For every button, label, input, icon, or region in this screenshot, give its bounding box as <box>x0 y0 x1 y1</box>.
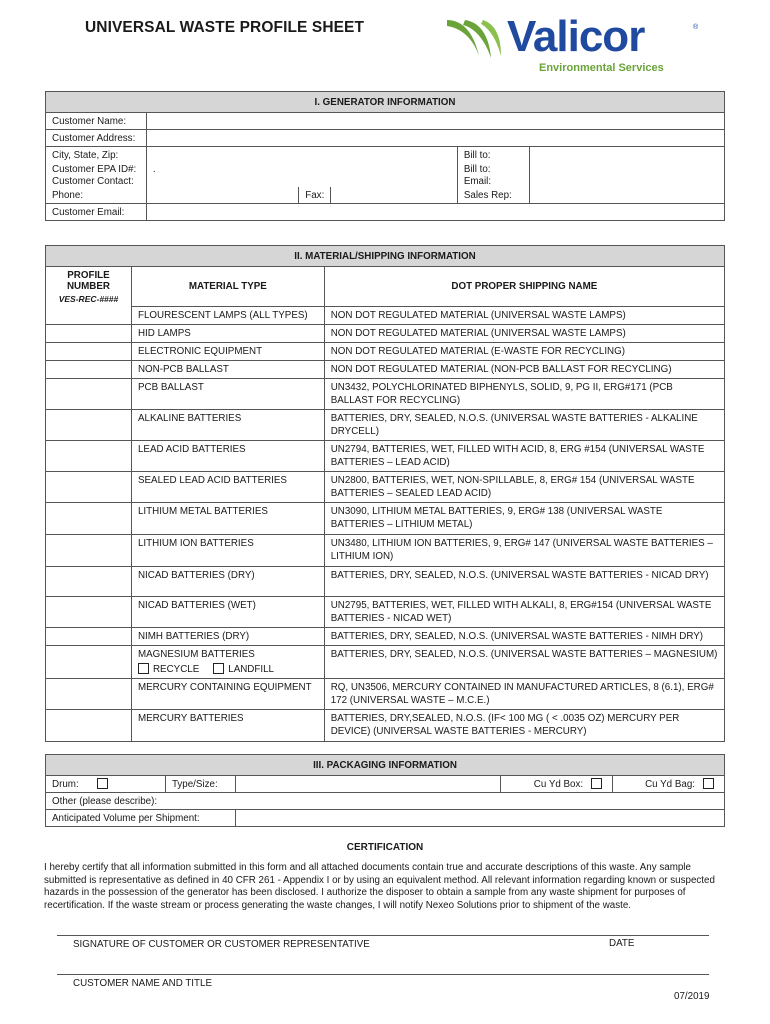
date-label: DATE <box>609 938 635 949</box>
material-row <box>46 709 725 741</box>
shipping-name-cell: NON DOT REGULATED MATERIAL (E-WASTE FOR RECYCLING) <box>324 342 724 360</box>
material-row <box>46 342 725 360</box>
material-row <box>46 502 725 534</box>
bill-to-field[interactable] <box>529 147 724 164</box>
material-type-cell <box>131 709 324 741</box>
material-table <box>45 245 725 742</box>
profile-number-field[interactable] <box>46 306 132 324</box>
certification-title: CERTIFICATION <box>346 842 424 853</box>
logo-subtitle: Environmental Services <box>539 62 664 74</box>
material-type-cell <box>131 678 324 709</box>
profile-number-format: VES-REC-#### <box>58 294 119 304</box>
generator-header: I. GENERATOR INFORMATION <box>46 92 725 113</box>
material-row <box>46 645 725 678</box>
material-row <box>46 678 725 709</box>
customer-email-label: Customer Email: <box>46 204 147 221</box>
shipping-name-cell: BATTERIES, DRY, SEALED, N.O.S. (UNIVERSAL WASTE BATTERIES – MAGNESIUM) <box>324 645 724 678</box>
other-describe-label: Other (please describe): <box>52 795 158 807</box>
phone-field[interactable] <box>146 187 298 204</box>
profile-number-field[interactable] <box>46 678 132 709</box>
material-row <box>46 324 725 342</box>
material-row <box>46 471 725 502</box>
customer-address-field[interactable] <box>146 130 724 147</box>
profile-number-field[interactable] <box>46 534 132 566</box>
landfill-checkbox[interactable] <box>213 663 224 674</box>
material-type-cell <box>131 645 324 678</box>
material-type-label: LITHIUM ION BATTERIES <box>137 537 254 549</box>
profile-number-field[interactable] <box>46 566 132 596</box>
fax-field[interactable] <box>331 187 458 204</box>
shipping-name-cell: BATTERIES, DRY, SEALED, N.O.S. (UNIVERSAL WASTE BATTERIES - NIMH DRY) <box>324 627 724 645</box>
material-type-cell <box>131 409 324 440</box>
email-label: Email: <box>457 175 529 187</box>
material-type-cell <box>131 566 324 596</box>
customer-address-label: Customer Address: <box>46 130 147 147</box>
logo-trademark: ® <box>693 24 699 31</box>
profile-number-field[interactable] <box>46 378 132 409</box>
disposal-options <box>138 663 318 676</box>
signature-label: SIGNATURE OF CUSTOMER OR CUSTOMER REPRESENTATIVE <box>73 939 370 950</box>
material-type-label: FLOURESCENT LAMPS (ALL TYPES) <box>137 309 308 321</box>
material-type-label: PCB BALLAST <box>137 381 204 393</box>
material-type-label: ELECTRONIC EQUIPMENT <box>137 345 263 357</box>
shipping-name-cell: NON DOT REGULATED MATERIAL (UNIVERSAL WASTE LAMPS) <box>324 324 724 342</box>
profile-number-field[interactable] <box>46 360 132 378</box>
material-type-label: NICAD BATTERIES (DRY) <box>137 569 255 581</box>
signature-line[interactable] <box>57 935 709 936</box>
profile-number-field[interactable] <box>46 409 132 440</box>
city-state-zip-label: City, State, Zip: <box>46 147 147 164</box>
material-row <box>46 440 725 471</box>
material-row <box>46 534 725 566</box>
profile-number-field[interactable] <box>46 596 132 627</box>
material-type-label: LEAD ACID BATTERIES <box>137 443 246 455</box>
fax-label: Fax: <box>299 187 331 204</box>
cu-yd-box-checkbox[interactable] <box>591 778 602 789</box>
material-row <box>46 378 725 409</box>
anticipated-volume-label: Anticipated Volume per Shipment: <box>46 810 236 827</box>
other-describe-cell[interactable] <box>46 793 725 810</box>
name-title-line[interactable] <box>57 974 709 975</box>
shipping-name-cell: UN2794, BATTERIES, WET, FILLED WITH ACID, 8, ERG #154 (UNIVERSAL WASTE BATTERIES – LEAD ACID) <box>324 440 724 471</box>
shipping-name-cell: BATTERIES, DRY, SEALED, N.O.S. (UNIVERSAL WASTE BATTERIES - ALKALINE DRYCELL) <box>324 409 724 440</box>
material-type-cell <box>131 342 324 360</box>
cu-yd-bag-label: Cu Yd Bag: <box>645 778 695 790</box>
material-type-cell <box>131 440 324 471</box>
material-type-cell <box>131 360 324 378</box>
material-row <box>46 566 725 596</box>
recycle-label: RECYCLE <box>152 663 200 675</box>
shipping-name-cell: UN2800, BATTERIES, WET, NON-SPILLABLE, 8, ERG# 154 (UNIVERSAL WASTE BATTERIES – SEALED LEAD ACID) <box>324 471 724 502</box>
logo-wordmark: Valicor <box>507 12 645 61</box>
material-type-label: SEALED LEAD ACID BATTERIES <box>137 474 287 486</box>
material-type-label: LITHIUM METAL BATTERIES <box>137 505 268 517</box>
profile-number-field[interactable] <box>46 645 132 678</box>
phone-label: Phone: <box>46 187 147 204</box>
material-type-cell <box>131 502 324 534</box>
material-row <box>46 596 725 627</box>
material-row <box>46 627 725 645</box>
material-rows <box>46 306 725 741</box>
shipping-name-cell: BATTERIES, DRY, SEALED, N.O.S. (UNIVERSAL WASTE BATTERIES - NICAD DRY) <box>324 566 724 596</box>
drum-cell <box>46 776 166 793</box>
cu-yd-bag-cell <box>613 776 725 793</box>
recycle-checkbox[interactable] <box>138 663 149 674</box>
material-header: II. MATERIAL/SHIPPING INFORMATION <box>46 246 725 267</box>
shipping-name-cell: UN3090, LITHIUM METAL BATTERIES, 9, ERG# 138 (UNIVERSAL WASTE BATTERIES – LITHIUM METAL) <box>324 502 724 534</box>
customer-email-field[interactable] <box>146 204 724 221</box>
shipping-name-cell: UN3480, LITHIUM ION BATTERIES, 9, ERG# 147 (UNIVERSAL WASTE BATTERIES – LITHIUM ION) <box>324 534 724 566</box>
profile-number-field[interactable] <box>46 324 132 342</box>
material-type-header: MATERIAL TYPE <box>131 267 324 307</box>
customer-epa-label: Customer EPA ID#: <box>46 163 147 175</box>
cu-yd-box-cell <box>501 776 613 793</box>
profile-number-header <box>46 267 132 307</box>
customer-name-field[interactable] <box>146 113 724 130</box>
document-title: UNIVERSAL WASTE PROFILE SHEET <box>85 19 365 36</box>
bill-to-label: Bill to: <box>457 147 529 164</box>
customer-contact-field[interactable] <box>146 175 457 187</box>
packaging-table <box>45 754 725 827</box>
material-type-label: NON-PCB BALLAST <box>137 363 229 375</box>
customer-name-title-label: CUSTOMER NAME AND TITLE <box>73 978 212 989</box>
valicor-logo <box>443 12 705 76</box>
material-type-cell <box>131 596 324 627</box>
landfill-label: LANDFILL <box>228 663 274 675</box>
drum-checkbox[interactable] <box>97 778 108 789</box>
email-field[interactable] <box>529 175 724 187</box>
city-state-zip-field[interactable] <box>146 147 457 164</box>
cu-yd-bag-checkbox[interactable] <box>703 778 714 789</box>
profile-number-field[interactable] <box>46 471 132 502</box>
shipping-name-cell: BATTERIES, DRY,SEALED, N.O.S. (IF< 100 MG ( < .0035 OZ) MERCURY PER DEVICE) (UNIVERSAL WASTE BATTERIES - MERCURY) <box>324 709 724 741</box>
sales-rep-label: Sales Rep: <box>457 187 529 204</box>
material-row <box>46 409 725 440</box>
shipping-name-cell: RQ, UN3506, MERCURY CONTAINED IN MANUFACTURED ARTICLES, 8 (6.1), ERG# 172 (UNIVERSAL WASTE – M.C.E.) <box>324 678 724 709</box>
generator-table <box>45 91 725 221</box>
certification-text: I hereby certify that all information submitted in this form and all attached documents contain true and accurate descriptions of this waste. Any sample submitted is representative as defined in 40 CFR 261 - Appendix I or by using an equivalent method. All relevant information regarding known or suspected hazards in the possession of the generator has been disclosed. I authorize the disposer to obtain a sample from any waste shipment for purposes of recertification. If the waste stream or process generating the waste changes, I will notify Nexeo Solutions prior to shipment of the waste. <box>44 862 715 911</box>
revision-date: 07/2019 <box>674 991 710 1002</box>
customer-contact-label: Customer Contact: <box>46 175 147 187</box>
material-type-label: HID LAMPS <box>137 327 191 339</box>
material-row <box>46 306 725 324</box>
material-type-cell <box>131 378 324 409</box>
packaging-header: III. PACKAGING INFORMATION <box>46 755 725 776</box>
drum-label: Drum: <box>52 778 79 790</box>
shipping-name-header: DOT PROPER SHIPPING NAME <box>324 267 724 307</box>
material-type-label: NICAD BATTERIES (WET) <box>137 599 256 611</box>
material-type-cell <box>131 627 324 645</box>
material-type-cell <box>131 534 324 566</box>
anticipated-volume-field[interactable] <box>235 810 724 827</box>
profile-number-field[interactable] <box>46 342 132 360</box>
profile-number-field[interactable] <box>46 440 132 471</box>
profile-number-field[interactable] <box>46 502 132 534</box>
bill-to-field-2[interactable] <box>529 163 724 175</box>
profile-number-field[interactable] <box>46 627 132 645</box>
customer-epa-field[interactable]: . <box>146 163 457 175</box>
material-type-label: MERCURY CONTAINING EQUIPMENT <box>137 681 312 693</box>
bill-to-label-2: Bill to: <box>457 163 529 175</box>
shipping-name-cell: NON DOT REGULATED MATERIAL (NON-PCB BALLAST FOR RECYCLING) <box>324 360 724 378</box>
customer-name-label: Customer Name: <box>46 113 147 130</box>
shipping-name-cell: UN3432, POLYCHLORINATED BIPHENYLS, SOLID, 9, PG II, ERG#171 (PCB BALLAST FOR RECYCLING) <box>324 378 724 409</box>
material-row <box>46 360 725 378</box>
material-type-cell <box>131 306 324 324</box>
material-type-label: NIMH BATTERIES (DRY) <box>137 630 250 642</box>
material-type-label: MAGNESIUM BATTERIES <box>137 648 255 660</box>
material-type-label: MERCURY BATTERIES <box>137 712 244 724</box>
profile-number-title: PROFILE NUMBER <box>66 270 110 292</box>
shipping-name-cell: NON DOT REGULATED MATERIAL (UNIVERSAL WASTE LAMPS) <box>324 306 724 324</box>
profile-number-field[interactable] <box>46 709 132 741</box>
material-type-label: ALKALINE BATTERIES <box>137 412 242 424</box>
material-type-cell <box>131 471 324 502</box>
type-size-field[interactable] <box>235 776 500 793</box>
shipping-name-cell: UN2795, BATTERIES, WET, FILLED WITH ALKALI, 8, ERG#154 (UNIVERSAL WASTE BATTERIES - NICAD WET) <box>324 596 724 627</box>
cu-yd-box-label: Cu Yd Box: <box>533 778 584 790</box>
type-size-label: Type/Size: <box>165 776 235 793</box>
sales-rep-field[interactable] <box>529 187 724 204</box>
material-type-cell <box>131 324 324 342</box>
